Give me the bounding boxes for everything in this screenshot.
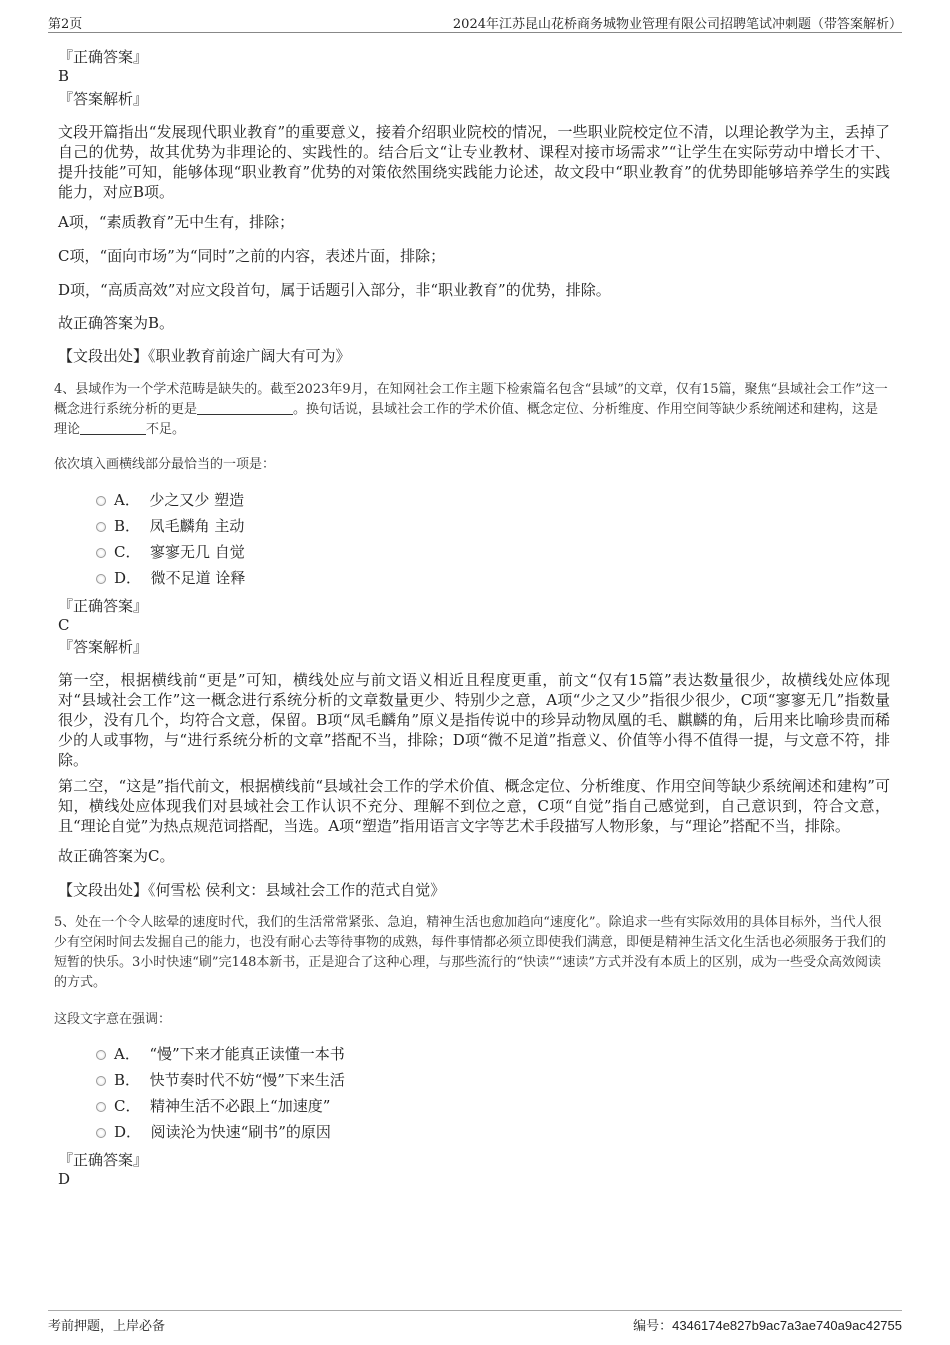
q5-option-a[interactable] — [96, 1044, 345, 1064]
q4-option-c[interactable] — [96, 542, 245, 562]
option-letter: B． — [114, 517, 141, 535]
q4-option-d[interactable] — [96, 568, 245, 588]
q4-option-b[interactable] — [96, 516, 244, 536]
q3-conclusion: 故正确答案为B。 — [58, 314, 175, 332]
q4-conclusion: 故正确答案为C。 — [58, 847, 175, 865]
q5-answer: D — [58, 1170, 71, 1188]
radio-icon[interactable] — [96, 522, 106, 532]
option-text: 微不足道 诠释 — [150, 569, 246, 587]
serial-number: 4346174e827b9ac7a3ae740a9ac42755 — [672, 1318, 902, 1333]
q4-analysis-label: 『答案解析』 — [58, 638, 149, 656]
q4-stem-part1: 4、县域作为一个学术范畴是缺失的。截至2023年9月，在知网社会工作主题下检索篇名包含“县域”的文章，仅有15篇，聚焦“县域社会工作”这一概念进行系统分析的更是 — [54, 382, 888, 417]
page-number: 第2页 — [48, 17, 83, 32]
footer-serial — [633, 1315, 902, 1334]
q3-analysis-label: 『答案解析』 — [58, 90, 149, 108]
radio-icon[interactable] — [96, 1076, 106, 1086]
q4-blank-1 — [197, 401, 293, 415]
q5-option-c[interactable] — [96, 1096, 330, 1116]
serial-label: 编号： — [633, 1319, 673, 1334]
option-letter: A． — [114, 491, 140, 509]
q5-option-b[interactable] — [96, 1070, 345, 1090]
q4-stem-part3: 不足。 — [146, 422, 186, 437]
option-text: 阅读沦为快速“刷书”的原因 — [150, 1123, 331, 1141]
q4-blank-2 — [80, 421, 146, 435]
radio-icon[interactable] — [96, 1128, 106, 1138]
option-text: 少之又少 塑造 — [149, 491, 245, 509]
option-text: 寥寥无几 自觉 — [150, 543, 245, 561]
q5-stem: 5、处在一个令人眩晕的速度时代，我们的生活常常紧张、急迫，精神生活也愈加趋向“速度化”。除追求一些有实际效用的具体目标外，当代人很少有空闲时间去发掘自己的能力，也没有耐心去等待事物的成熟，每件事情都必须立即使我们满意，即便是精神生活文化生活也必须服务于我们的短暂的快乐。3小时快速“刷”完148本新书，正是迎合了这种心理，与那些流行的“快读”“速读”方式并没有本质上的区别，成为一些受众高效阅读的方式。 — [54, 915, 887, 990]
option-letter: B． — [114, 1071, 141, 1089]
option-letter: C． — [114, 543, 141, 561]
page-header — [48, 10, 902, 33]
radio-icon[interactable] — [96, 496, 106, 506]
option-text: 快节奏时代不妨“慢”下来生活 — [149, 1071, 345, 1089]
q4-analysis-paragraph-1: 第一空，根据横线前“更是”可知，横线处应与前文语义相近且程度更重，前文“仅有15篇”表达数量很少，故横线处应体现对“县域社会工作”这一概念进行系统分析的文章数量更少、特别少之意，A项“少之又少”指很少很少，C项“寥寥无几”指数量很少，没有几个，均符合文意，保留。B项“凤毛麟角”原义是指传说中的珍异动物凤凰的毛、麒麟的角，后用来比喻珍贵而稀少的人或事物，与“进行系统分析的文章”搭配不当，排除；D项“微不足道”指意义、价值等小得不值得一提，与文意不符，排除。 — [58, 671, 890, 769]
q4-prompt: 依次填入画横线部分最恰当的一项是： — [54, 457, 276, 472]
q3-analysis-option-a: A项，“素质教育”无中生有，排除； — [58, 213, 295, 231]
q4-source: 【文段出处】《何雪松 侯利文：县域社会工作的范式自觉》 — [58, 881, 446, 899]
q4-answer: C — [58, 616, 70, 634]
footer-slogan: 考前押题，上岸必备 — [48, 1319, 166, 1334]
q5-option-d[interactable] — [96, 1122, 331, 1142]
option-text: “慢”下来才能真正读懂一本书 — [149, 1045, 345, 1063]
q4-stem — [54, 380, 890, 440]
q4-answer-label: 『正确答案』 — [58, 597, 149, 615]
q5-answer-label: 『正确答案』 — [58, 1151, 149, 1169]
q3-analysis-option-c: C项，“面向市场”为“同时”之前的内容，表述片面，排除； — [58, 247, 446, 265]
q3-answer: B — [58, 67, 70, 85]
q3-source: 【文段出处】《职业教育前途广阔大有可为》 — [58, 347, 351, 365]
option-letter: D． — [114, 569, 142, 587]
q4-analysis-paragraph-2: 第二空，“这是”指代前文，根据横线前“县域社会工作的学术价值、概念定位、分析维度、作用空间等缺少系统阐述和建构”可知，横线处应体现我们对县域社会工作认识不充分、理解不到位之意，C项“自觉”指自己感觉到，自己意识到，符合文意，且“理论自觉”为热点规范词搭配，当选。A项“塑造”指用语言文字等艺术手段描写人物形象，与“理论”搭配不当，排除。 — [58, 777, 890, 835]
q3-answer-label: 『正确答案』 — [58, 48, 149, 66]
option-text: 精神生活不必跟上“加速度” — [150, 1097, 331, 1115]
radio-icon[interactable] — [96, 1050, 106, 1060]
radio-icon[interactable] — [96, 1102, 106, 1112]
option-letter: D． — [114, 1123, 142, 1141]
document-title: 2024年江苏昆山花桥商务城物业管理有限公司招聘笔试冲刺题（带答案解析） — [452, 17, 902, 32]
radio-icon[interactable] — [96, 574, 106, 584]
option-letter: A． — [114, 1045, 140, 1063]
option-text: 凤毛麟角 主动 — [149, 517, 245, 535]
option-letter: C． — [114, 1097, 141, 1115]
radio-icon[interactable] — [96, 548, 106, 558]
q3-analysis-paragraph: 文段开篇指出“发展现代职业教育”的重要意义，接着介绍职业院校的情况，一些职业院校定位不清，以理论教学为主，丢掉了自己的优势，故其优势为非理论的、实践性的。结合后文“让专业教材、课程对接市场需求”“让学生在实际劳动中增长才干、提升技能”可知，能够体现“职业教育”优势的对策依然围绕实践能力论述，故文段中“职业教育”的优势即能够培养学生的实践能力，对应B项。 — [58, 123, 890, 201]
q3-analysis-option-d: D项，“高质高效”对应文段首句，属于话题引入部分，非“职业教育”的优势，排除。 — [58, 281, 611, 299]
q5-prompt: 这段文字意在强调： — [54, 1012, 172, 1027]
q4-option-a[interactable] — [96, 490, 244, 510]
page-footer — [48, 1310, 902, 1335]
q4-stem-part2: 。换句话说，县域社会工作的学术价值、概念定位、分析维度、作用空间等缺少系统阐述和建构，这是理论 — [54, 402, 879, 437]
